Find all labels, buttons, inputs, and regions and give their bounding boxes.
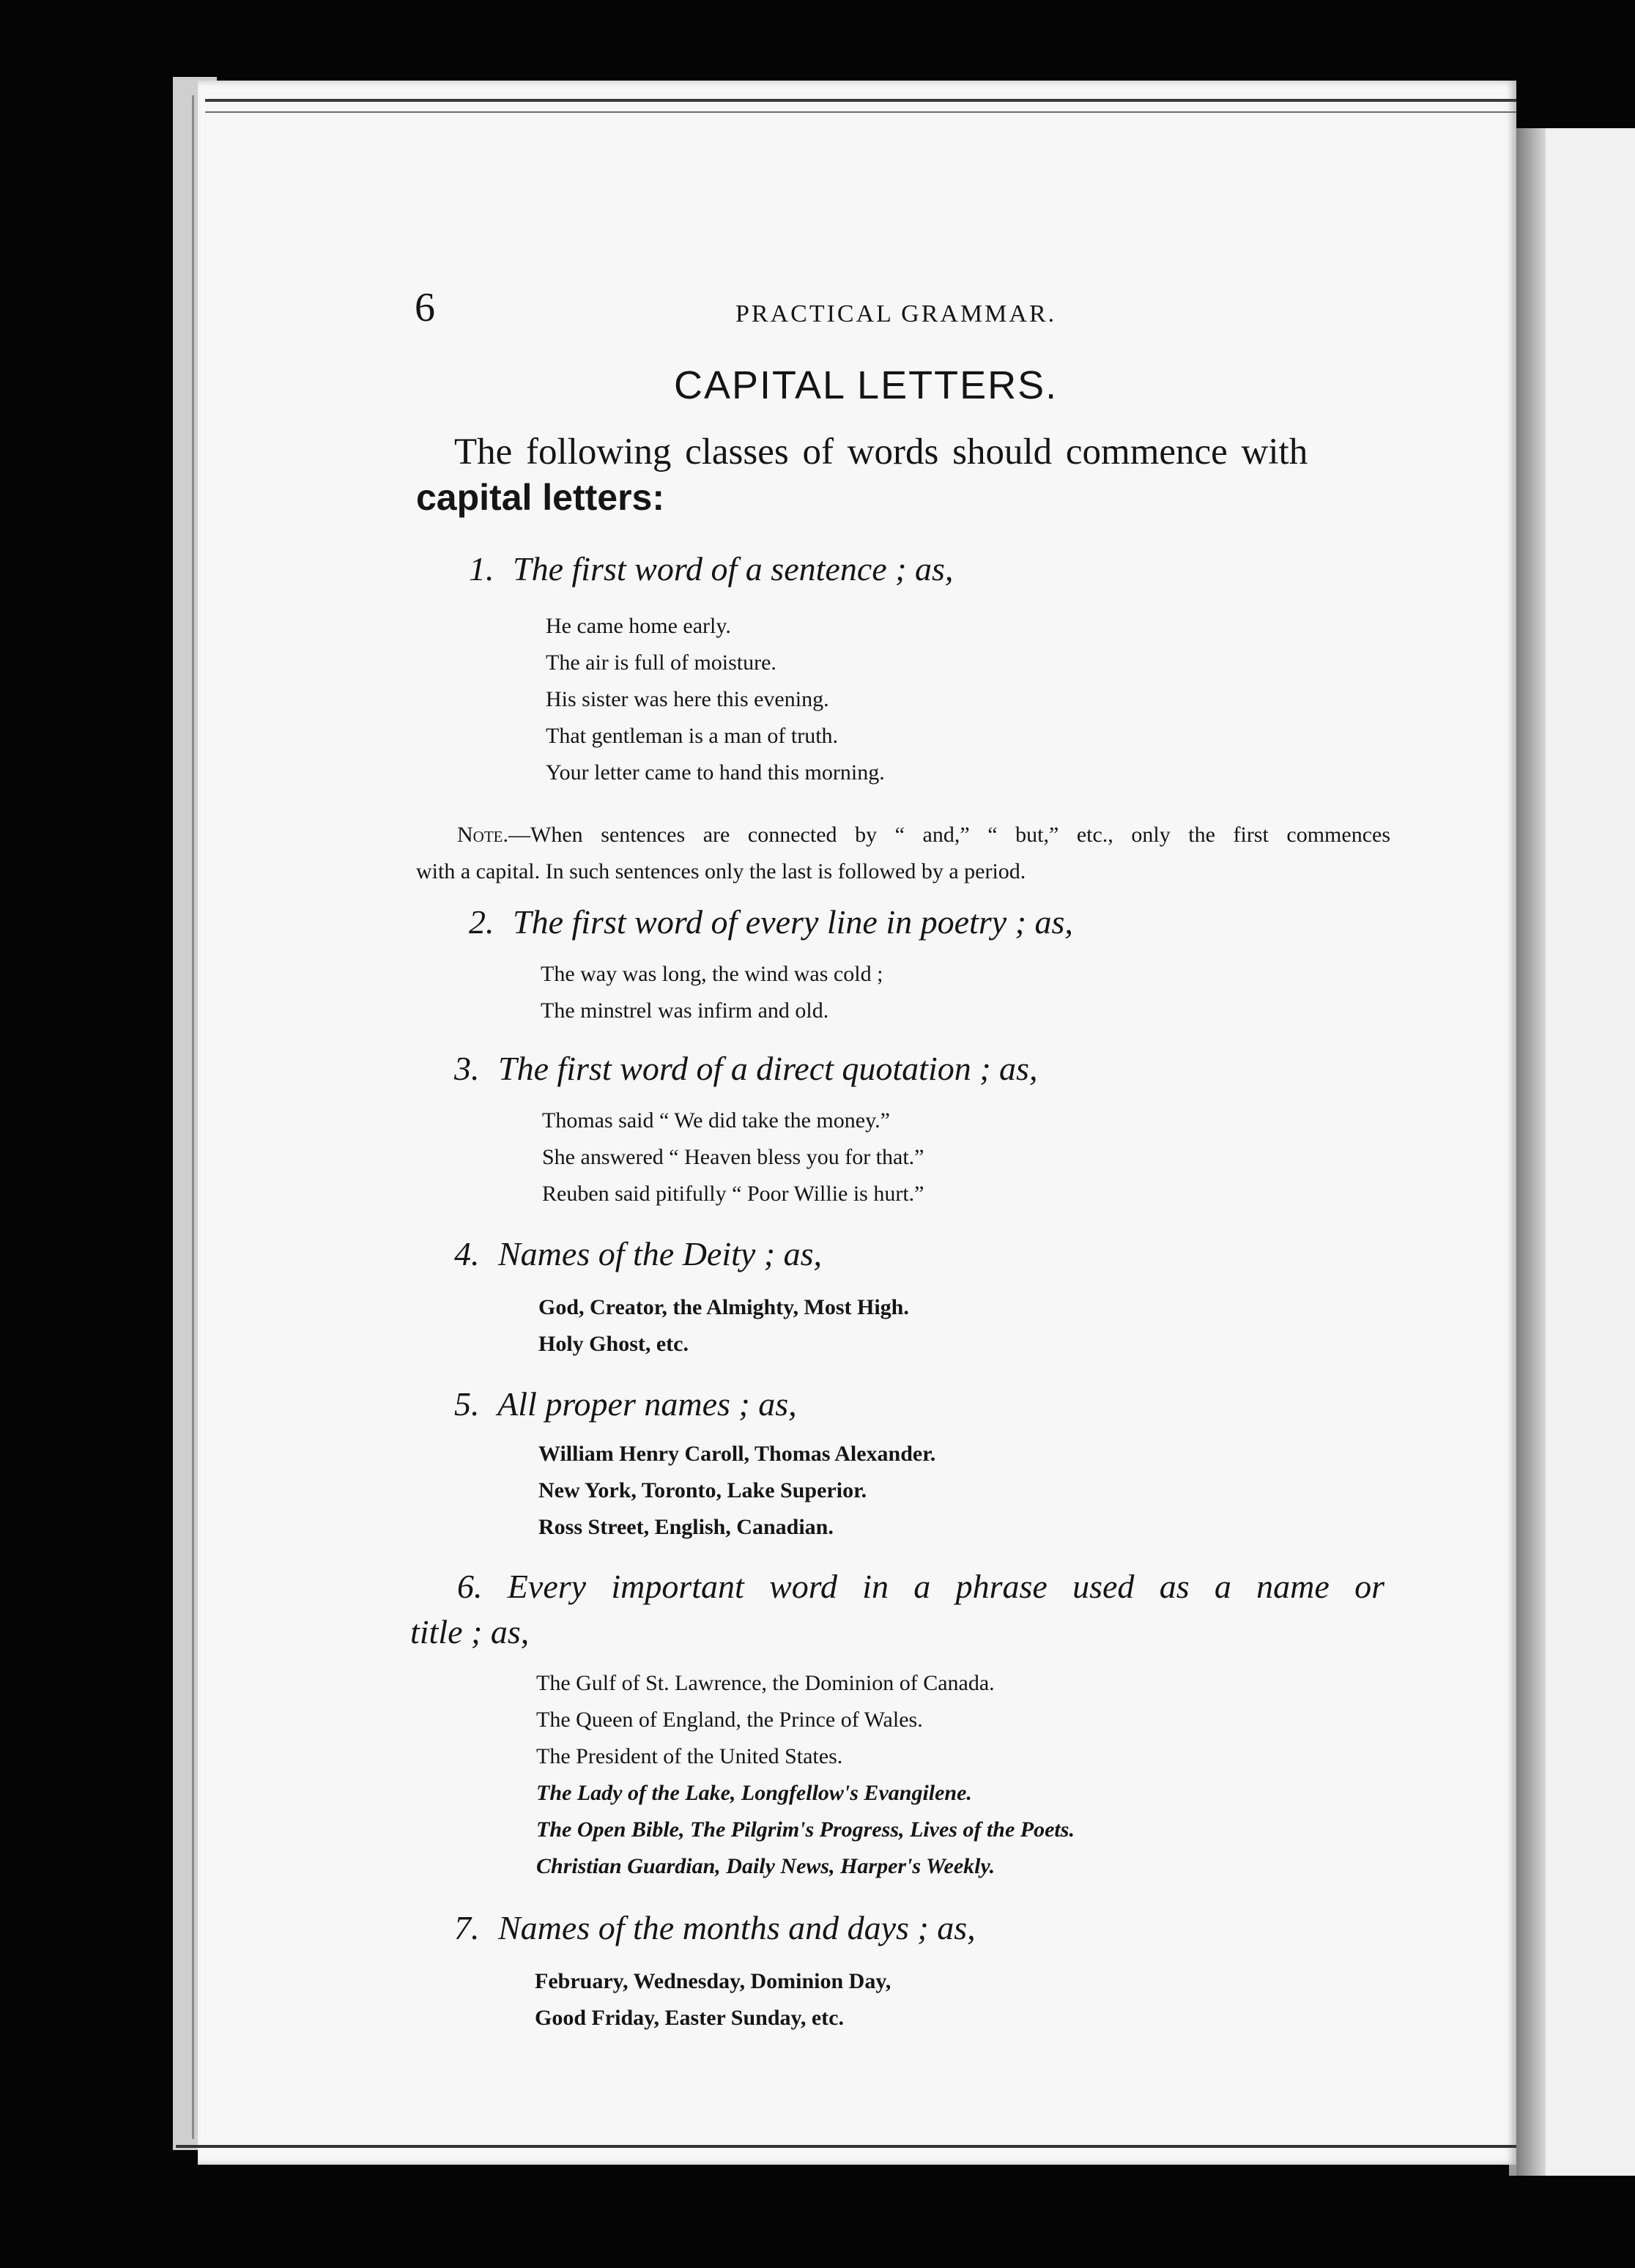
example-line: Thomas said “ We did take the money.” [542, 1108, 890, 1133]
page-number: 6 [415, 285, 435, 330]
example-line: God, Creator, the Almighty, Most High. [538, 1295, 909, 1319]
rule-6-heading [410, 1564, 1384, 1655]
rule-1-heading [469, 549, 953, 588]
rule-1-examples [546, 608, 885, 791]
section-title: CAPITAL LETTERS. [674, 363, 1059, 407]
rule-4-heading [454, 1234, 822, 1273]
note-label: Note. [457, 823, 508, 847]
rule-number: 3. [454, 1050, 480, 1087]
example-line: His sister was here this evening. [546, 687, 829, 711]
example-line: He came home early. [546, 614, 731, 638]
example-line: She answered “ Heaven bless you for that.” [542, 1145, 924, 1169]
rule-number: 6. [457, 1568, 483, 1605]
example-line: Your letter came to hand this morning. [546, 760, 885, 785]
rule-text: Names of the Deity ; as, [498, 1235, 823, 1272]
example-line-italic: Christian Guardian, Daily News, Harper's Weekly. [536, 1854, 996, 1878]
example-line: The minstrel was infirm and old. [541, 998, 829, 1023]
rule-4-examples [538, 1289, 909, 1363]
rule-3-heading [454, 1049, 1037, 1088]
rule-text: The first word of a direct quotation ; as, [498, 1050, 1038, 1087]
rule-7-examples [535, 1963, 891, 2037]
rule-5-heading [454, 1385, 797, 1423]
rule-5-examples [538, 1436, 935, 1546]
rule-text: The first word of a sentence ; as, [513, 550, 954, 588]
rule-2-examples [541, 956, 883, 1029]
example-line: Reuben said pitifully “ Poor Willie is hurt.” [542, 1182, 924, 1206]
rule-3-examples [542, 1102, 924, 1212]
rule-number: 5. [454, 1385, 480, 1423]
example-line: New York, Toronto, Lake Superior. [538, 1478, 867, 1502]
example-line: The Queen of England, the Prince of Wales. [536, 1708, 923, 1732]
example-line: February, Wednesday, Dominion Day, [535, 1969, 891, 1993]
example-line: The way was long, the wind was cold ; [541, 962, 883, 986]
note-line-2: with a capital. In such sentences only the last is followed by a period. [416, 859, 1026, 883]
intro-line-2: capital letters: [416, 477, 665, 518]
example-line: The air is full of moisture. [546, 651, 776, 675]
note-text-1: —When sentences are connected by “ and,” “ but,” etc., only the first commences [508, 823, 1390, 847]
example-line: Holy Ghost, etc. [538, 1332, 689, 1356]
intro-line-1: The following classes of words should commence with [454, 431, 1308, 472]
rule-6-examples [536, 1665, 1075, 1885]
rule-number: 2. [469, 903, 494, 941]
rule-number: 7. [454, 1909, 480, 1946]
example-line-italic: The Open Bible, The Pilgrim's Progress, Lives of the Poets. [536, 1817, 1075, 1842]
example-line-italic: The Lady of the Lake, Longfellow's Evangilene. [536, 1781, 972, 1805]
example-line: The Gulf of St. Lawrence, the Dominion of Canada. [536, 1671, 995, 1695]
running-head: PRACTICAL GRAMMAR. [735, 300, 1057, 327]
rule-text: All proper names ; as, [497, 1385, 797, 1423]
note-line-1 [416, 817, 1390, 853]
rule-text: Every important word in a phrase used as a name or [507, 1568, 1384, 1605]
example-line: William Henry Caroll, Thomas Alexander. [538, 1442, 936, 1466]
rule-number: 1. [469, 550, 494, 588]
example-line: Good Friday, Easter Sunday, etc. [535, 2006, 844, 2030]
rule-7-heading [454, 1908, 976, 1947]
example-line: That gentleman is a man of truth. [546, 724, 839, 748]
rule-6-heading-line-2: title ; as, [410, 1613, 530, 1650]
note-paragraph [416, 817, 1390, 890]
rule-2-heading [469, 903, 1073, 941]
rule-number: 4. [454, 1235, 480, 1272]
rule-text: Names of the months and days ; as, [498, 1909, 976, 1946]
rule-text: The first word of every line in poetry ; as, [513, 903, 1073, 941]
example-line: The President of the United States. [536, 1744, 843, 1768]
example-line: Ross Street, English, Canadian. [538, 1515, 834, 1539]
rule-6-heading-line-1 [410, 1564, 1384, 1609]
